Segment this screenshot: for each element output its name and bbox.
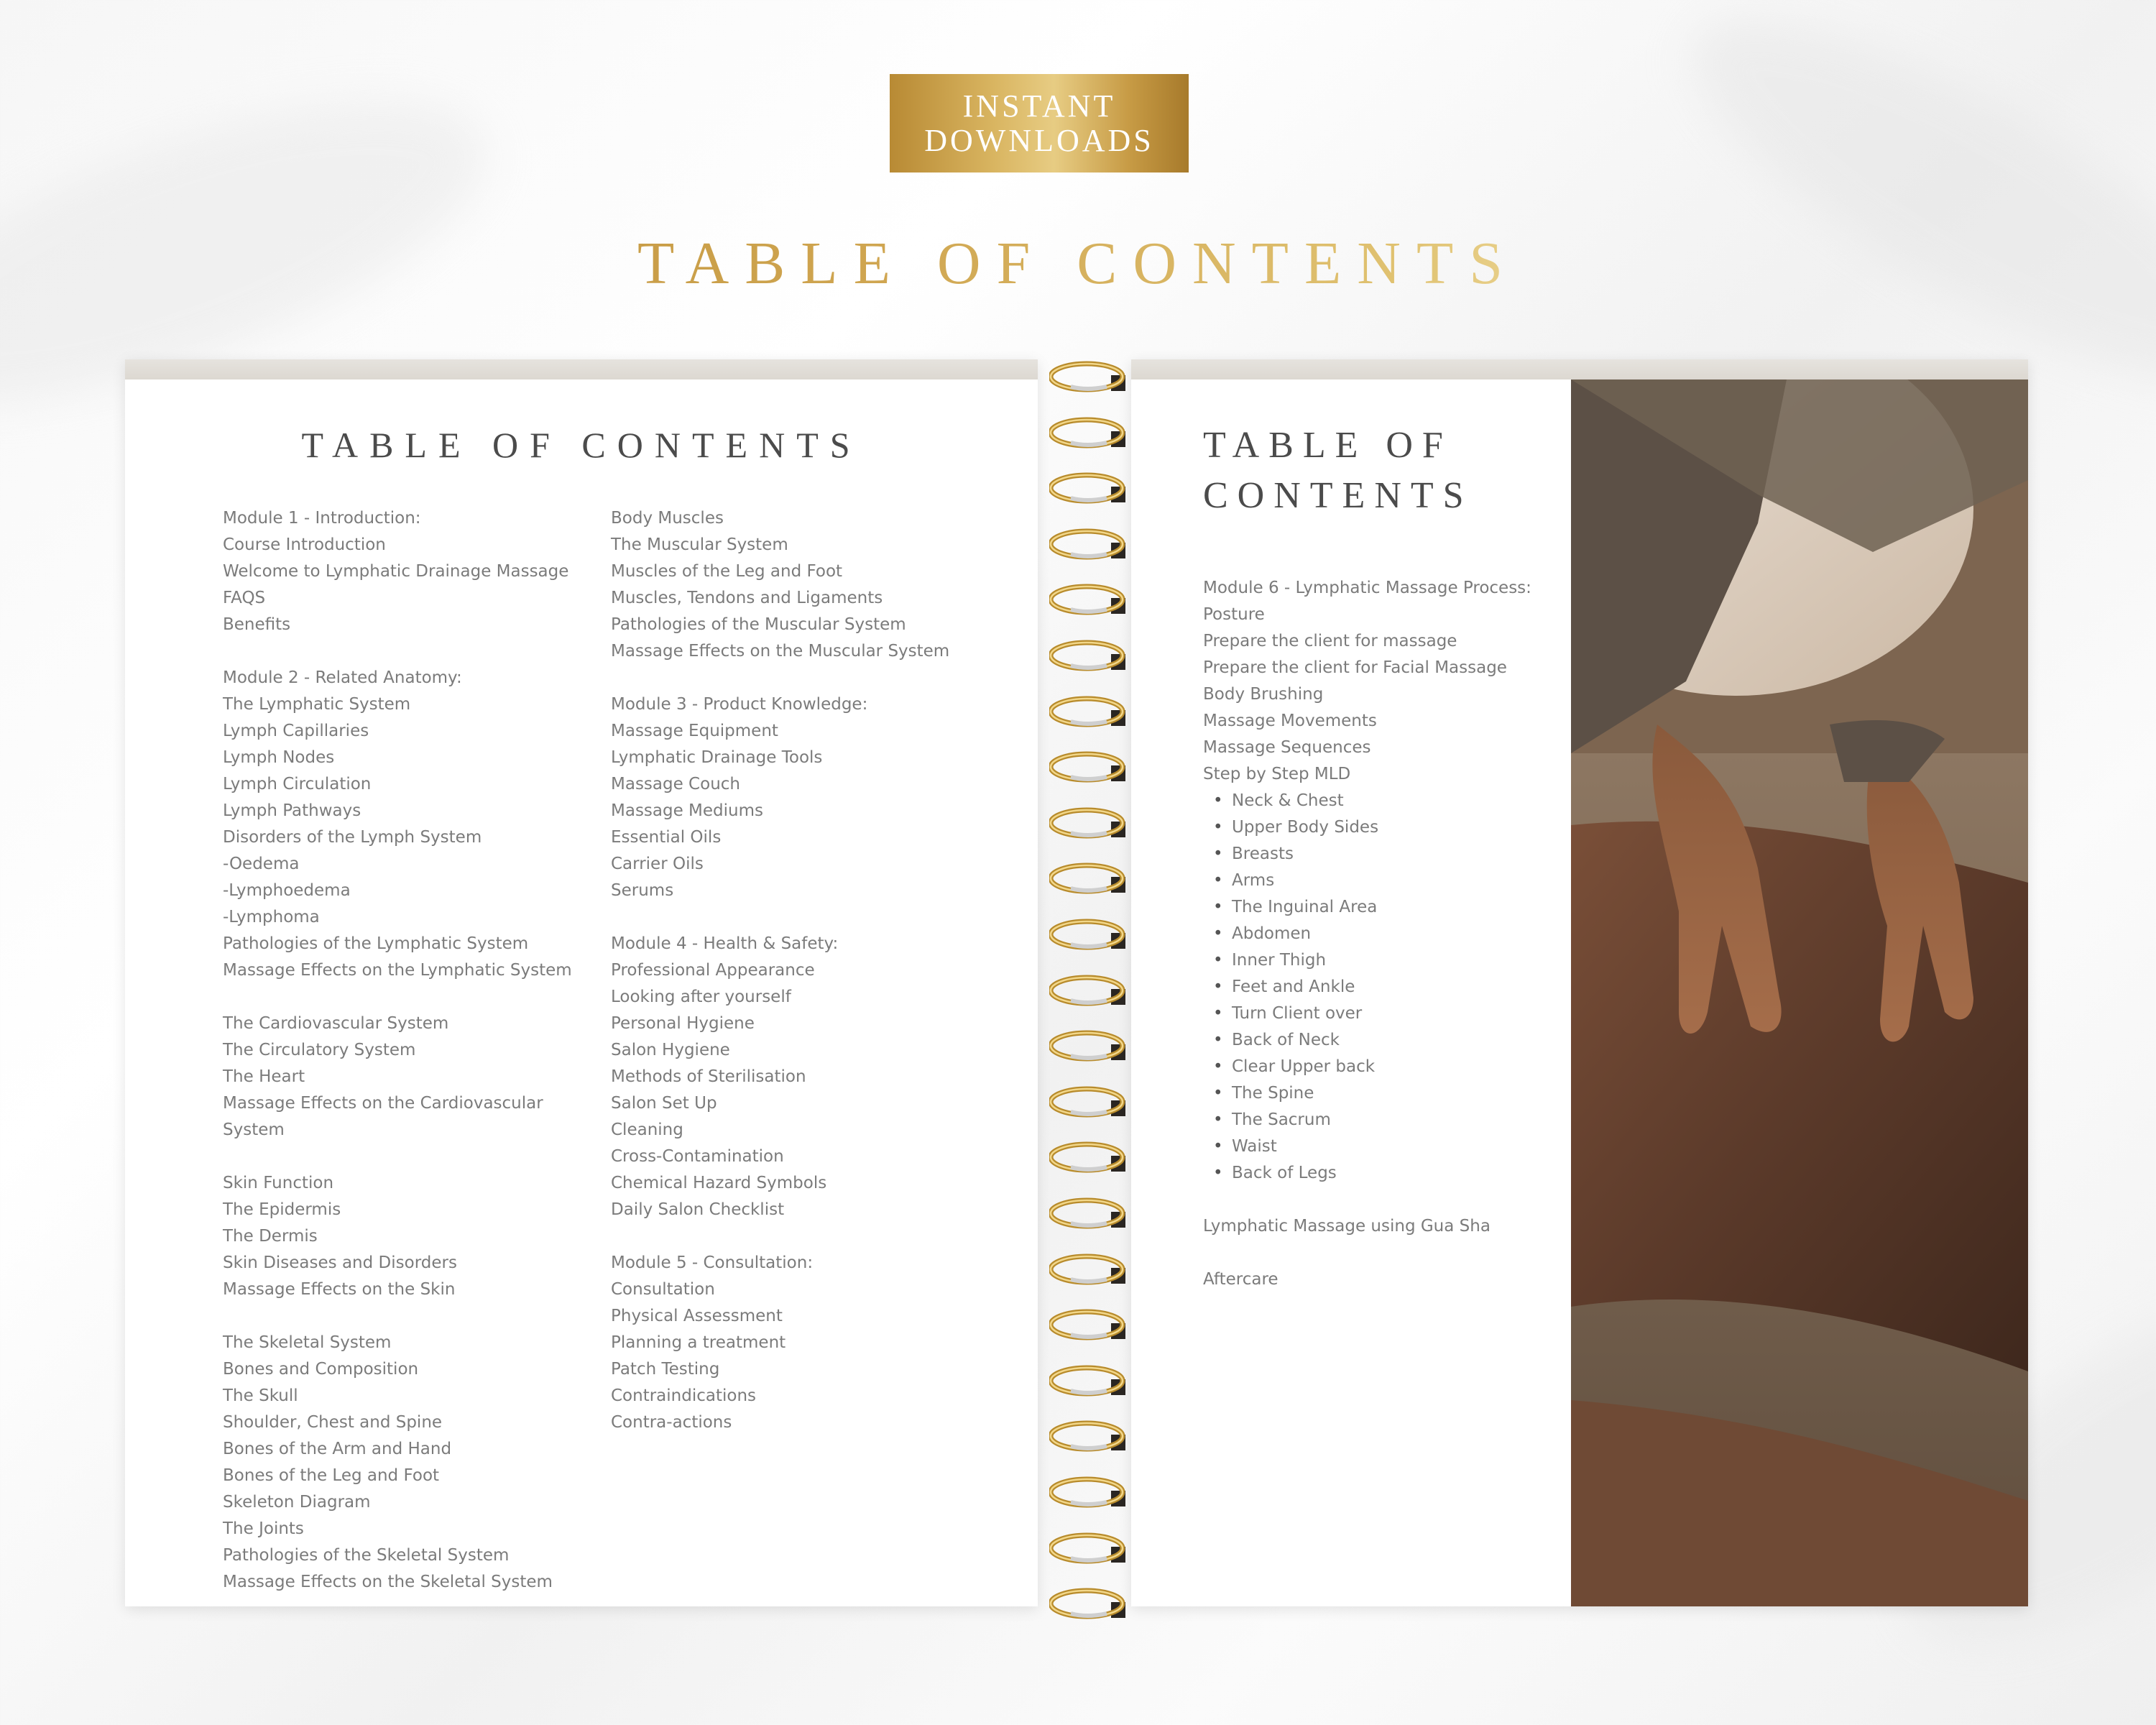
toc-entry: Module 6 - Lymphatic Massage Process: (1203, 579, 1531, 597)
toc-entry: Skin Function (223, 1174, 334, 1192)
toc-entry: FAQS (223, 589, 266, 607)
toc-entry: Pathologies of the Lymphatic System (223, 934, 529, 953)
toc-entry: Lymph Capillaries (223, 722, 369, 740)
toc-spacer (1203, 1187, 1577, 1213)
toc-bullet-item: • Turn Client over (1203, 1000, 1577, 1027)
toc-entry: Methods of Sterilisation (611, 1067, 806, 1086)
toc-entry: System (223, 1121, 285, 1139)
badge-line-2: DOWNLOADS (924, 122, 1154, 158)
toc-entry: Lymph Nodes (223, 748, 335, 767)
toc-spacer (1203, 1240, 1577, 1266)
toc-bullet-item: • Upper Body Sides (1203, 814, 1577, 841)
spiral-ring (1049, 806, 1128, 840)
toc-entry: Massage Effects on the Cardiovascular (223, 1094, 543, 1113)
massage-photo (1571, 380, 2028, 1606)
toc-spacer (611, 1223, 1013, 1250)
right-page (1131, 359, 2028, 1606)
toc-entry: Body Brushing (1203, 685, 1324, 704)
toc-entry: Massage Movements (1203, 712, 1377, 730)
toc-entry: Massage Mediums (611, 801, 764, 820)
toc-entry: The Epidermis (223, 1200, 341, 1219)
toc-bullet-item: • Feet and Ankle (1203, 974, 1577, 1000)
toc-entry: Skeleton Diagram (223, 1493, 371, 1512)
toc-entry: The Muscular System (611, 535, 788, 554)
toc-entry: Shoulder, Chest and Spine (223, 1413, 443, 1432)
toc-bullet-item: • Breasts (1203, 841, 1577, 868)
toc-entry: Lymphatic Massage using Gua Sha (1203, 1217, 1491, 1236)
toc-bullet-item: • Clear Upper back (1203, 1054, 1577, 1080)
toc-entry: Muscles, Tendons and Ligaments (611, 589, 883, 607)
toc-entry: Massage Equipment (611, 722, 778, 740)
toc-entry: Muscles of the Leg and Foot (611, 562, 843, 581)
toc-entry: -Oedema (223, 855, 300, 873)
toc-spacer (611, 665, 1013, 691)
toc-entry: Pathologies of the Muscular System (611, 615, 906, 634)
toc-entry: The Skeletal System (223, 1333, 392, 1352)
toc-entry: Cleaning (611, 1121, 683, 1139)
toc-column-3 (1203, 575, 1577, 1293)
left-page (125, 359, 1038, 1606)
spiral-ring (1049, 1085, 1128, 1119)
toc-entry: Bones of the Arm and Hand (223, 1440, 452, 1458)
toc-entry: Module 1 - Introduction: (223, 509, 421, 528)
right-page-title (1203, 420, 1473, 521)
toc-entry: Benefits (223, 615, 291, 634)
spiral-ring (1049, 917, 1128, 952)
spiral-ring (1049, 1475, 1128, 1509)
toc-entry: Prepare the client for Facial Massage (1203, 658, 1507, 677)
toc-entry: Consultation (611, 1280, 715, 1299)
toc-entry: Salon Set Up (611, 1094, 717, 1113)
toc-bullet-item: • Waist (1203, 1133, 1577, 1160)
spiral-ring (1049, 415, 1128, 450)
toc-entry: Serums (611, 881, 674, 900)
toc-entry: Massage Sequences (1203, 738, 1371, 757)
spiral-ring (1049, 359, 1128, 394)
toc-bullet-item: • Arms (1203, 868, 1577, 894)
toc-entry: Lymph Pathways (223, 801, 361, 820)
toc-column-2 (611, 505, 1013, 1436)
toc-spacer (223, 984, 582, 1011)
toc-bullet-item: • The Spine (1203, 1080, 1577, 1107)
toc-entry: Professional Appearance (611, 961, 815, 980)
toc-entry: Module 5 - Consultation: (611, 1254, 814, 1272)
toc-bullet-item: • Back of Neck (1203, 1027, 1577, 1054)
toc-entry: -Lymphoedema (223, 881, 351, 900)
toc-entry: Bones and Composition (223, 1360, 419, 1379)
toc-entry: Skin Diseases and Disorders (223, 1254, 457, 1272)
massage-photo-illustration (1571, 380, 2028, 1606)
toc-spacer (611, 904, 1013, 931)
toc-entry: The Skull (223, 1386, 298, 1405)
main-title: TABLE OF CONTENTS (0, 229, 2156, 298)
toc-entry: Massage Effects on the Muscular System (611, 642, 950, 661)
toc-entry: Contraindications (611, 1386, 757, 1405)
toc-entry: Lymphatic Drainage Tools (611, 748, 823, 767)
toc-bullet-item: • Back of Legs (1203, 1160, 1577, 1187)
spiral-ring (1049, 1586, 1128, 1621)
toc-entry: Posture (1203, 605, 1265, 624)
toc-entry: Massage Couch (611, 775, 740, 794)
toc-entry: Looking after yourself (611, 988, 791, 1006)
toc-entry: Module 2 - Related Anatomy: (223, 668, 462, 687)
toc-entry: Massage Effects on the Skeletal System (223, 1573, 553, 1591)
toc-spacer (223, 638, 582, 665)
toc-entry: Body Muscles (611, 509, 724, 528)
spiral-ring (1049, 1252, 1128, 1287)
spiral-ring (1049, 694, 1128, 729)
page-edge (125, 359, 1038, 380)
toc-entry: Pathologies of the Skeletal System (223, 1546, 510, 1565)
toc-entry: Daily Salon Checklist (611, 1200, 785, 1219)
spiral-ring (1049, 1140, 1128, 1174)
toc-entry: Welcome to Lymphatic Drainage Massage (223, 562, 569, 581)
toc-entry: Aftercare (1203, 1270, 1279, 1289)
toc-entry: Bones of the Leg and Foot (223, 1466, 440, 1485)
toc-entry: The Dermis (223, 1227, 318, 1246)
left-page-title: TABLE OF CONTENTS (301, 425, 862, 465)
right-title-line-1: TABLE OF (1203, 425, 1452, 466)
spiral-ring (1049, 582, 1128, 617)
toc-entry: -Lymphoma (223, 908, 320, 926)
spiral-ring (1049, 750, 1128, 784)
spiral-ring (1049, 471, 1128, 505)
toc-entry: Lymph Circulation (223, 775, 372, 794)
toc-entry: Massage Effects on the Skin (223, 1280, 456, 1299)
toc-entry: Disorders of the Lymph System (223, 828, 482, 847)
toc-entry: The Joints (223, 1519, 304, 1538)
badge-line-1: INSTANT (962, 88, 1116, 124)
toc-entry: Prepare the client for massage (1203, 632, 1457, 650)
spiral-ring (1049, 1419, 1128, 1453)
toc-bullet-item: • Abdomen (1203, 921, 1577, 947)
right-title-line-2: CONTENTS (1203, 475, 1473, 516)
toc-bullet-item: • Inner Thigh (1203, 947, 1577, 974)
spiral-ring (1049, 638, 1128, 673)
toc-entry: Cross-Contamination (611, 1147, 784, 1166)
toc-entry: The Circulatory System (223, 1041, 416, 1059)
toc-entry: The Heart (223, 1067, 305, 1086)
spiral-ring (1049, 973, 1128, 1008)
toc-entry: Physical Assessment (611, 1307, 783, 1325)
toc-entry: Contra-actions (611, 1413, 732, 1432)
toc-entry: The Lymphatic System (223, 695, 411, 714)
spiral-ring (1049, 1307, 1128, 1342)
spiral-ring (1049, 861, 1128, 896)
toc-bullet-item: • The Sacrum (1203, 1107, 1577, 1133)
spiral-ring (1049, 527, 1128, 561)
toc-entry: Chemical Hazard Symbols (611, 1174, 827, 1192)
toc-spacer (223, 1303, 582, 1330)
toc-bullet-item: • Neck & Chest (1203, 788, 1577, 814)
toc-entry: The Cardiovascular System (223, 1014, 449, 1033)
toc-entry: Module 4 - Health & Safety: (611, 934, 839, 953)
toc-entry: Planning a treatment (611, 1333, 786, 1352)
spiral-ring (1049, 1029, 1128, 1063)
toc-entry: Massage Effects on the Lymphatic System (223, 961, 572, 980)
spiral-ring (1049, 1531, 1128, 1565)
spiral-ring (1049, 1363, 1128, 1398)
toc-entry: Personal Hygiene (611, 1014, 755, 1033)
toc-entry: Course Introduction (223, 535, 386, 554)
page-edge (1131, 359, 2028, 380)
toc-entry: Module 3 - Product Knowledge: (611, 695, 868, 714)
toc-entry: Patch Testing (611, 1360, 720, 1379)
toc-spacer (223, 1144, 582, 1170)
instant-downloads-badge (890, 74, 1189, 172)
spiral-binding (1044, 352, 1134, 1617)
toc-entry: Salon Hygiene (611, 1041, 730, 1059)
toc-entry: Step by Step MLD (1203, 765, 1351, 783)
spiral-ring (1049, 1196, 1128, 1230)
toc-entry: Carrier Oils (611, 855, 704, 873)
toc-bullet-item: • The Inguinal Area (1203, 894, 1577, 921)
toc-entry: Essential Oils (611, 828, 722, 847)
toc-column-1 (223, 505, 582, 1596)
